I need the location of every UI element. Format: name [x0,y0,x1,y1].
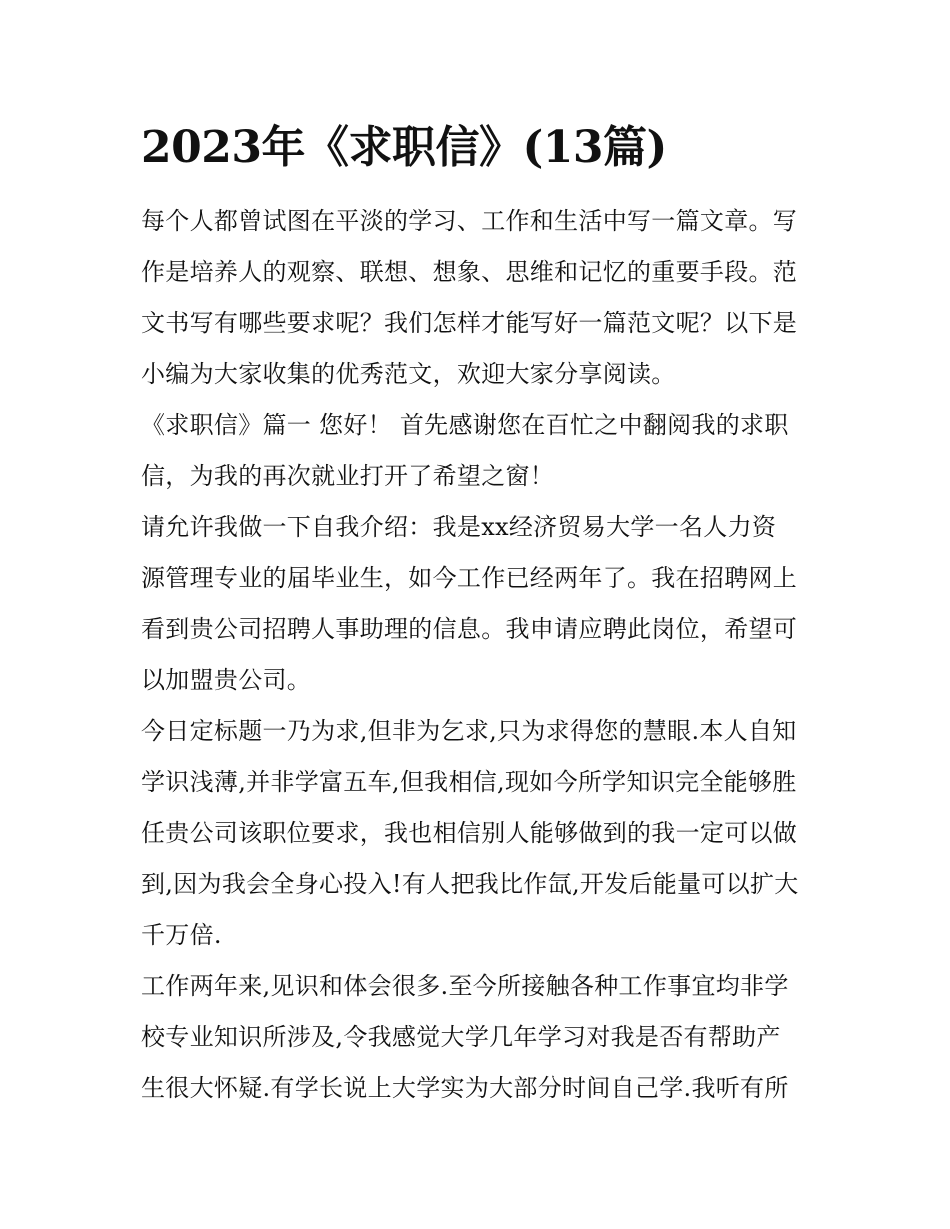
body-line: 学识浅薄,并非学富五车,但我相信,现如今所学知识完全能够胜 [141,768,797,796]
body-line: 信，为我的再次就业打开了希望之窗！ [141,462,555,490]
body-line: 到,因为我会全身心投入!有人把我比作氙,开发后能量可以扩大 [141,870,799,898]
body-line: 今日定标题一乃为求,但非为乞求,只为求得您的慧眼.本人自知 [141,717,797,745]
body-line: 小编为大家收集的优秀范文，欢迎大家分享阅读。 [141,360,676,388]
body-line: 文书写有哪些要求呢？我们怎样才能写好一篇范文呢？以下是 [141,309,798,337]
body-line: 任贵公司该职位要求，我也相信别人能够做到的我一定可以做 [141,819,798,847]
body-line: 每个人都曾试图在平淡的学习、工作和生活中写一篇文章。写 [141,207,798,235]
body-line: 以加盟贵公司。 [141,666,312,694]
body-line: 千万倍. [141,921,222,949]
document-body [141,196,813,1114]
body-line: 《求职信》篇一 您好！ 首先感谢您在百忙之中翻阅我的求职 [141,411,789,439]
body-line: 作是培养人的观察、联想、想象、思维和记忆的重要手段。范 [141,258,798,286]
body-line: 生很大怀疑.有学长说上大学实为大部分时间自己学.我听有所 [141,1074,789,1102]
body-line: 看到贵公司招聘人事助理的信息。我申请应聘此岗位，希望可 [141,615,798,643]
body-line: 源管理专业的届毕业生，如今工作已经两年了。我在招聘网上 [141,564,798,592]
document-title: 2023年《求职信》(13篇) [141,122,667,173]
body-line: 校专业知识所涉及,令我感觉大学几年学习对我是否有帮助产 [141,1023,781,1051]
body-line: 请允许我做一下自我介绍：我是xx经济贸易大学一名人力资 [141,513,777,541]
body-line: 工作两年来,见识和体会很多.至今所接触各种工作事宜均非学 [141,972,789,1000]
